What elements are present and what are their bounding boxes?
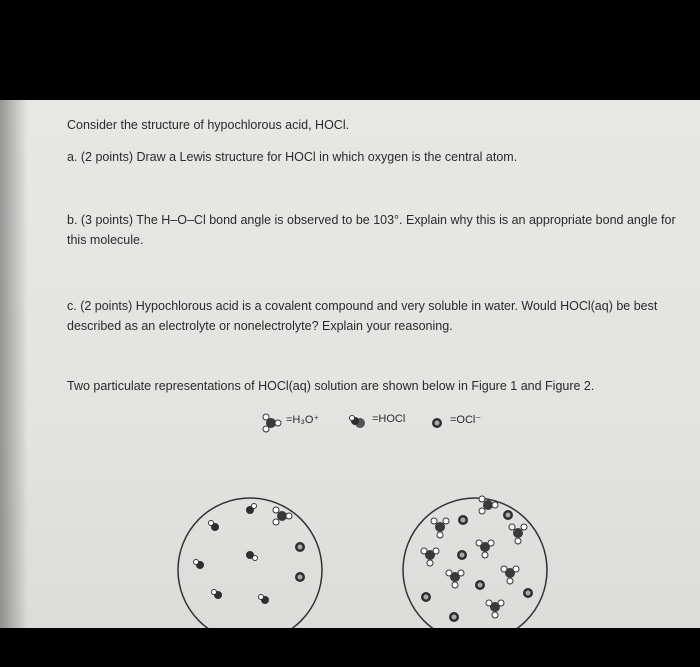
page-shadow [0, 100, 28, 628]
figure-1-diagram [170, 485, 330, 628]
hocl-symbol-icon [348, 413, 368, 433]
question-b: b. (3 points) The H–O–Cl bond angle is observed to be 103°. Explain why this is an appropriate bond angle for this molecule. [67, 213, 676, 247]
worksheet-page [0, 100, 700, 628]
figures [170, 485, 570, 628]
ocl-symbol-icon [427, 413, 447, 433]
figure-intro: Two particulate representations of HOCl(aq) solution are shown below in Figure 1 and Figure 2. [67, 379, 595, 393]
intro-text: Consider the structure of hypochlorous acid, HOCl. [67, 118, 350, 132]
legend-h3o-label: =H₃O⁺ [286, 414, 320, 426]
legend-ocl-label: =OCl⁻ [450, 414, 482, 426]
particle-legend [262, 413, 502, 433]
question-c: c. (2 points) Hypochlorous acid is a covalent compound and very soluble in water. Would HOCl(aq) be best described as an electrolyte or nonelectrolyte? Explain your reasoning. [67, 299, 658, 333]
question-a: a. (2 points) Draw a Lewis structure for HOCl in which oxygen is the central atom. [67, 150, 518, 164]
h3o-symbol-icon [262, 413, 286, 433]
figure-2-diagram [400, 485, 560, 628]
legend-hocl-label: =HOCl [372, 413, 406, 425]
